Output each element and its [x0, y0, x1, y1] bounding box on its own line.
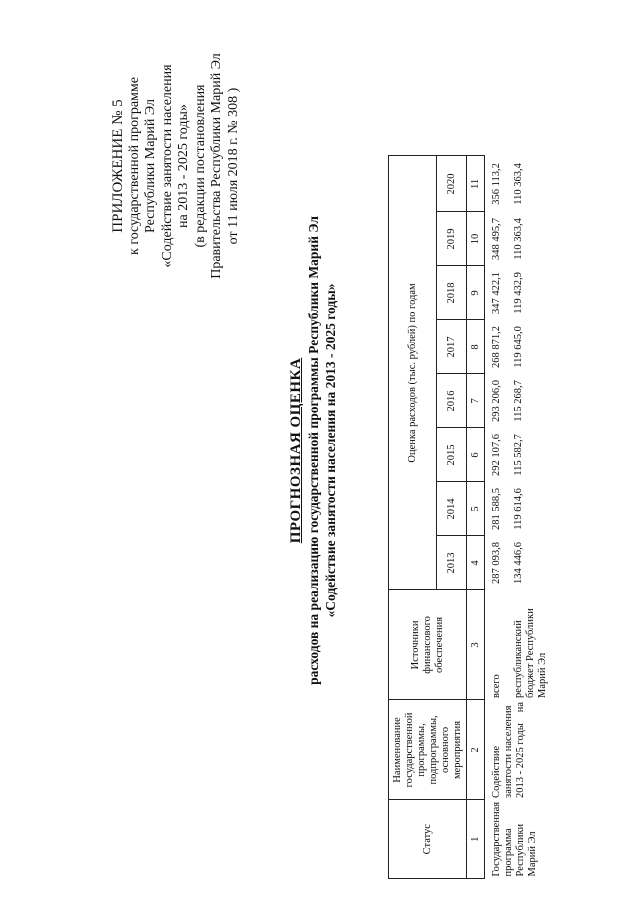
budget-value: 119 645,0: [513, 326, 524, 368]
column-number: 8: [467, 320, 485, 374]
expenditure-table: [388, 155, 550, 879]
appendix-line: «Содействие занятости населения: [159, 64, 175, 268]
budget-value: 110 363,4: [513, 163, 524, 205]
appendix-title: ПРИЛОЖЕНИЕ № 5: [110, 99, 126, 233]
appendix-line: от 11 июля 2018 г. № 308 ): [225, 87, 241, 245]
budget-value: 119 614,6: [513, 488, 524, 530]
header-year: 2016: [437, 374, 467, 428]
document-title: ПРОГНОЗНАЯ ОЦЕНКА: [288, 357, 304, 544]
year-cell: [485, 212, 551, 266]
budget-value: 119 432,9: [513, 272, 524, 314]
row-source: [485, 590, 551, 700]
header-estimate: Оценка расходов (тыс. рублей) по годам: [389, 156, 437, 590]
appendix-line: к государственной программе: [126, 77, 142, 255]
total-value: 347 422,1: [491, 271, 502, 314]
document-title-block: [287, 0, 339, 901]
source-total: всего: [491, 674, 502, 698]
appendix-line: Правительства Республики Марий Эл: [209, 53, 224, 279]
total-value: 268 871,2: [491, 325, 502, 368]
budget-value: 110 363,4: [513, 218, 524, 260]
header-year: 2019: [437, 212, 467, 266]
column-number: 4: [467, 536, 485, 590]
year-cell: [485, 428, 551, 482]
column-number: 2: [467, 700, 485, 800]
column-number: 11: [467, 156, 485, 212]
appendix-block: [110, 16, 242, 316]
total-value: 348 495,7: [491, 217, 502, 260]
appendix-line: Республики Марий Эл: [143, 99, 158, 233]
header-year: 2014: [437, 482, 467, 536]
header-year: 2013: [437, 536, 467, 590]
appendix-line: на 2013 - 2025 годы»: [176, 104, 191, 228]
total-value: 292 107,6: [491, 433, 502, 476]
table-row: [485, 156, 551, 879]
year-cell: [485, 374, 551, 428]
budget-value: 115 268,7: [513, 380, 524, 422]
header-source: Источники финансового обеспечения: [389, 590, 467, 700]
appendix-line: (в редакции постановления: [192, 84, 208, 248]
row-status: Государственная программа Республики Марий Эл: [491, 801, 538, 877]
source-budget: республиканский бюджет Республики Марий Эл: [513, 608, 548, 698]
column-number: 3: [467, 590, 485, 700]
column-number: 5: [467, 482, 485, 536]
row-name-extra: на: [515, 701, 526, 713]
year-cell: [485, 156, 551, 212]
column-number: 1: [467, 800, 485, 879]
total-value: 281 588,5: [491, 487, 502, 530]
budget-value: 134 446,6: [513, 541, 524, 584]
year-cell: [485, 266, 551, 320]
year-cell: [485, 320, 551, 374]
document-subtitle-program: «Содействие занятости населения на 2013 - 2025 годы»: [323, 283, 338, 618]
header-year: 2015: [437, 428, 467, 482]
total-value: 293 206,0: [491, 379, 502, 422]
total-value: 287 093,8: [491, 541, 502, 584]
column-number: 9: [467, 266, 485, 320]
header-year: 2018: [437, 266, 467, 320]
column-number: 7: [467, 374, 485, 428]
header-name: Наименование государственной программы, подпрограммы, основного мероприятия: [389, 700, 467, 800]
document-subtitle: расходов на реализацию государственной программы Республики Марий Эл: [306, 216, 321, 685]
year-cell: [485, 536, 551, 590]
year-cell: [485, 482, 551, 536]
total-value: 356 113,2: [491, 163, 502, 205]
column-number: 10: [467, 212, 485, 266]
header-year: 2017: [437, 320, 467, 374]
column-number: 6: [467, 428, 485, 482]
row-name-text: Содействие занятости населения 2013 - 2025 годы: [491, 705, 526, 798]
header-year: 2020: [437, 156, 467, 212]
row-name: [485, 700, 551, 800]
budget-value: 115 582,7: [513, 434, 524, 476]
header-status: Статус: [389, 800, 467, 879]
